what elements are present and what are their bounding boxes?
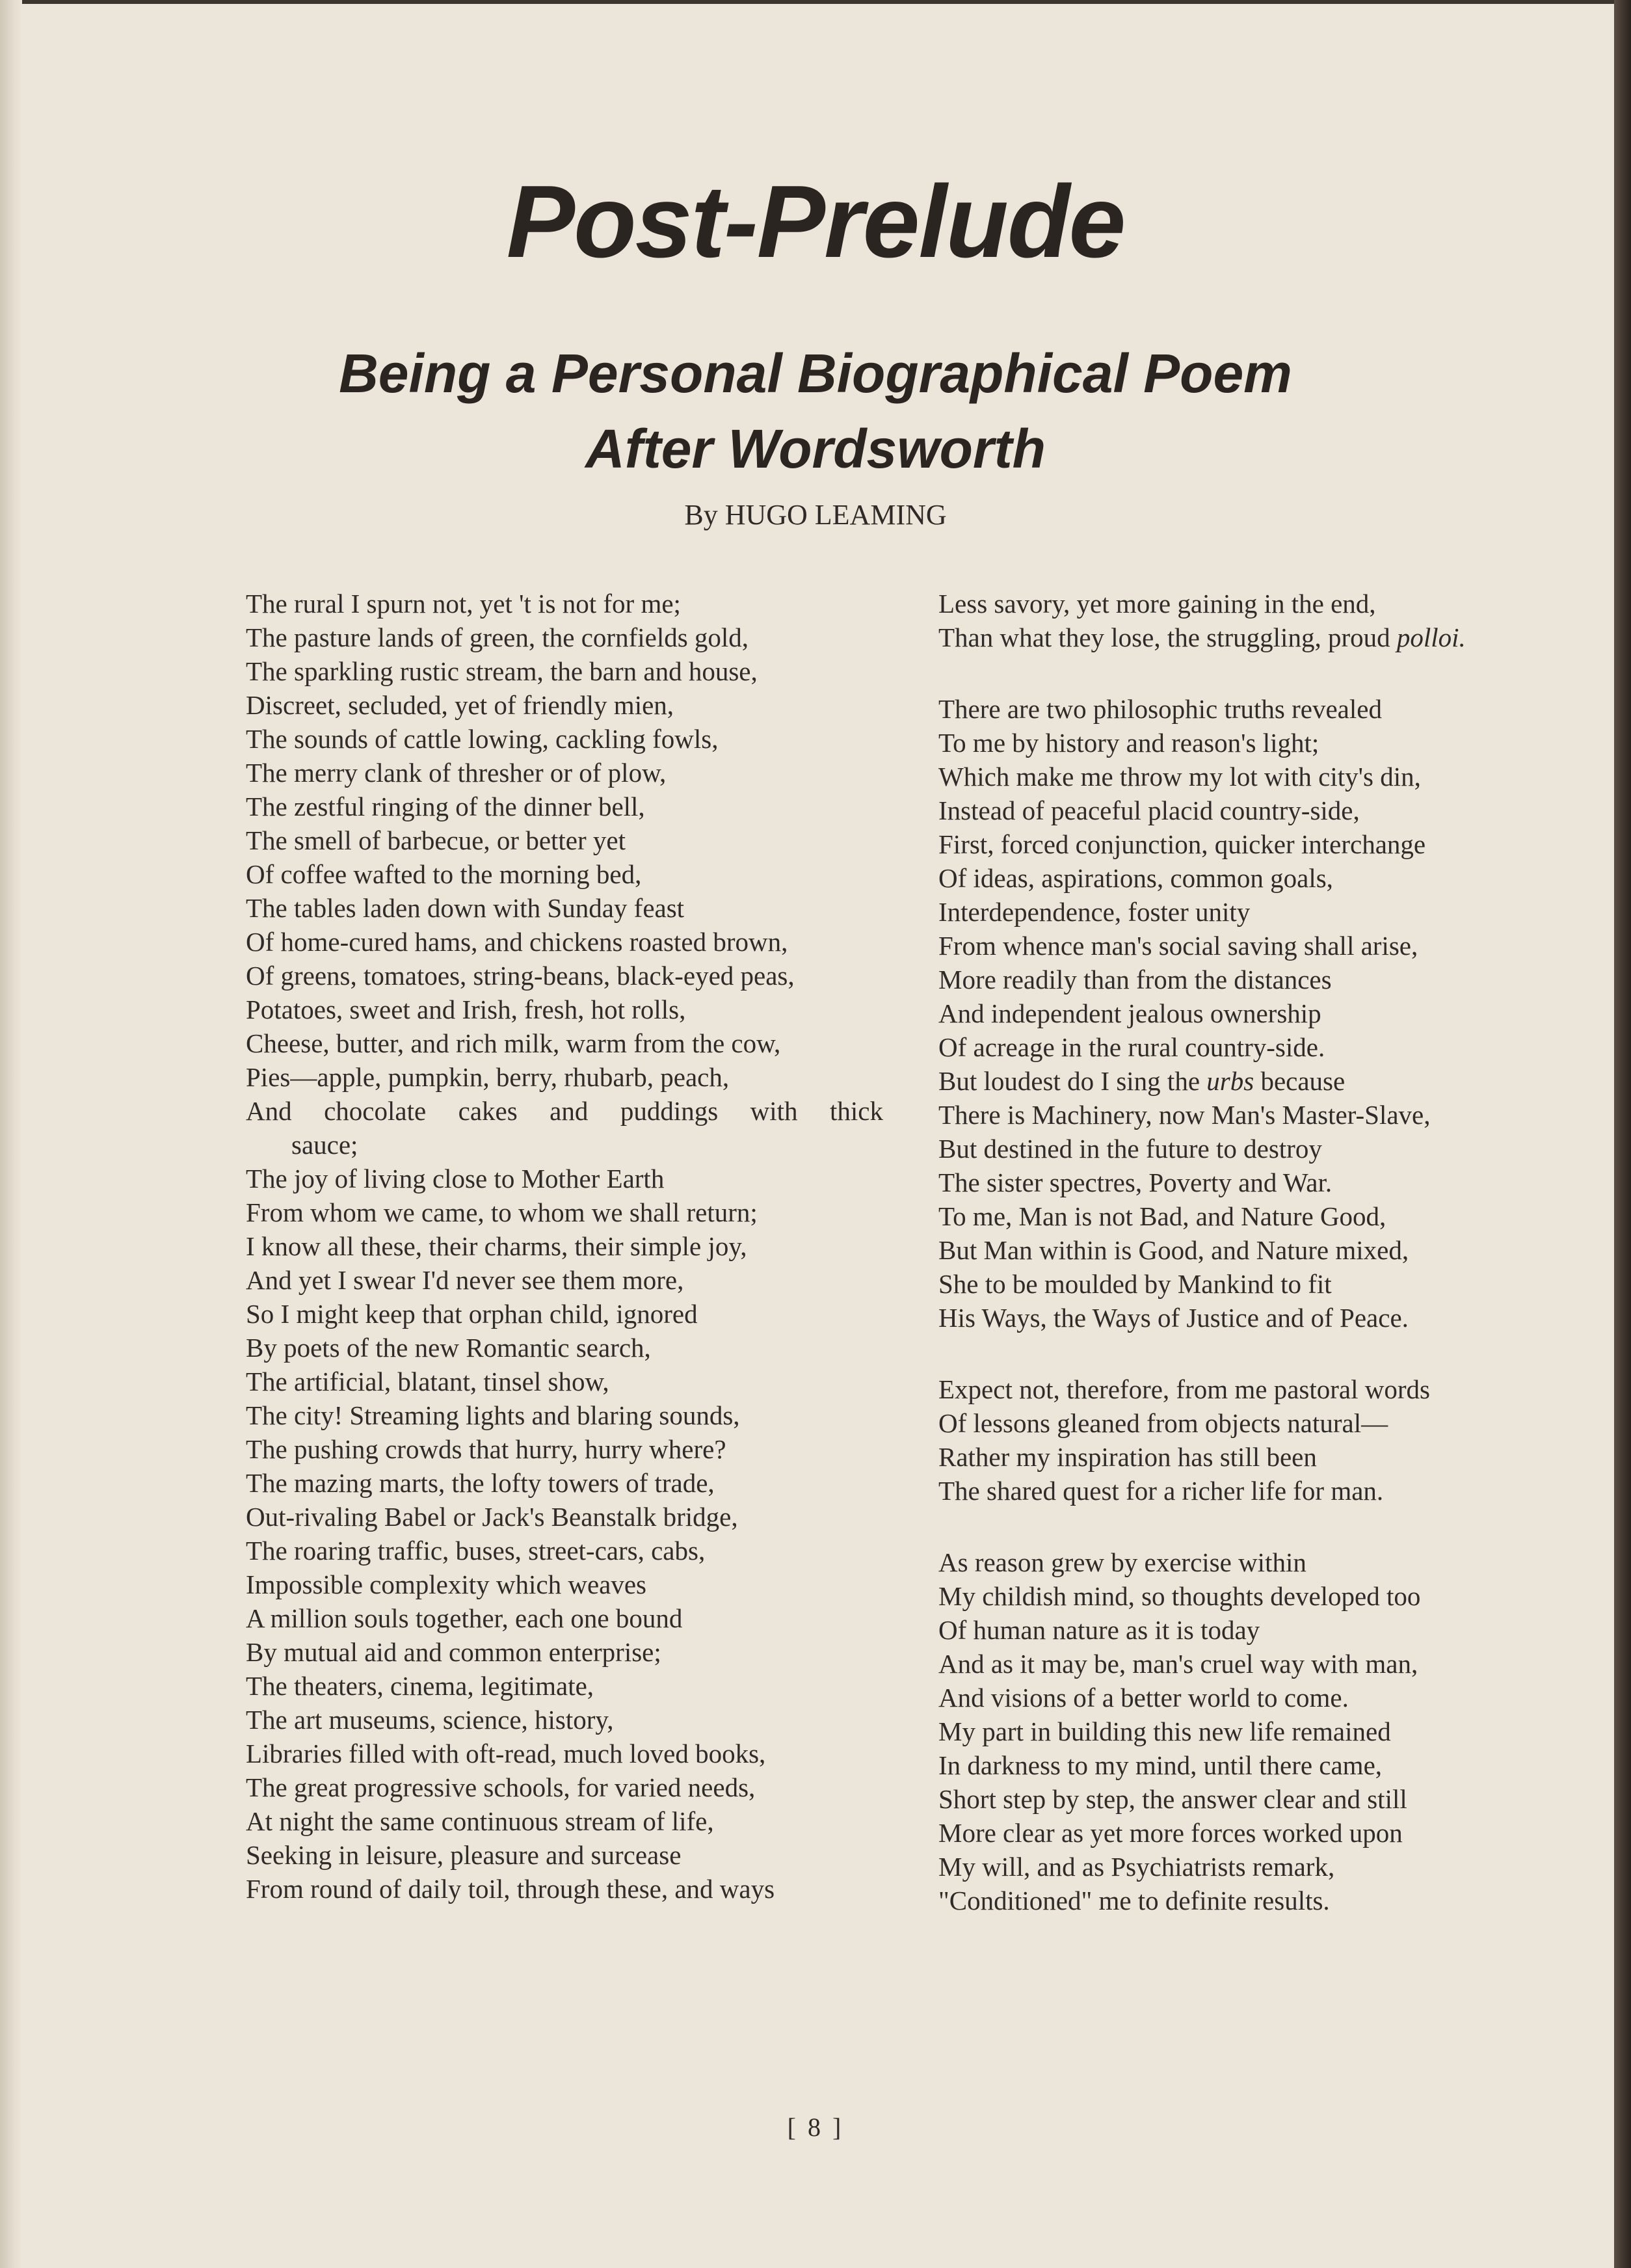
- poem-line: The tables laden down with Sunday feast: [246, 893, 685, 923]
- poem-line: But destined in the future to destroy: [938, 1134, 1322, 1164]
- italic-word-urbs: urbs: [1206, 1066, 1254, 1096]
- poem-line: The art museums, science, history,: [246, 1705, 614, 1735]
- poem-line: The sounds of cattle lowing, cackling fowls,: [246, 724, 719, 754]
- poem-line: The rural I spurn not, yet 't is not for me;: [246, 589, 681, 619]
- poem-line: Expect not, therefore, from me pastoral words: [938, 1374, 1430, 1404]
- poem-line: In darkness to my mind, until there came,: [938, 1750, 1383, 1780]
- poem-line: Pies—apple, pumpkin, berry, rhubarb, peach,: [246, 1062, 730, 1092]
- poem-line: Rather my inspiration has still been: [938, 1442, 1317, 1472]
- poem-line: To me, Man is not Bad, and Nature Good,: [938, 1201, 1386, 1231]
- poem-line: My childish mind, so thoughts developed too: [938, 1581, 1421, 1611]
- poem-line: By poets of the new Romantic search,: [246, 1333, 651, 1363]
- poem-line-continuation: sauce;: [291, 1130, 358, 1160]
- stanza-break: [938, 654, 1602, 692]
- poem-line: The roaring traffic, buses, street-cars, cabs,: [246, 1536, 706, 1566]
- poem-line: And yet I swear I'd never see them more,: [246, 1265, 684, 1295]
- poem-line: His Ways, the Ways of Justice and of Peace.: [938, 1303, 1409, 1333]
- stanza-break: [938, 1335, 1602, 1372]
- poem-line: The artificial, blatant, tinsel show,: [246, 1367, 609, 1396]
- page-number: [ 8 ]: [787, 2113, 844, 2142]
- poem-line: The sparkling rustic stream, the barn and house,: [246, 656, 758, 686]
- poem-line: As reason grew by exercise within: [938, 1547, 1306, 1577]
- poem-line: The zestful ringing of the dinner bell,: [246, 792, 645, 821]
- poem-line: Discreet, secluded, yet of friendly mien,: [246, 690, 674, 720]
- poem-line: The pasture lands of green, the cornfields gold,: [246, 622, 749, 652]
- poem-line: I know all these, their charms, their simple joy,: [246, 1231, 747, 1261]
- poem-line: My will, and as Psychiatrists remark,: [938, 1852, 1335, 1882]
- poem-line: Interdependence, foster unity: [938, 897, 1251, 927]
- poem-line-text: Than what they lose, the struggling, proud: [938, 622, 1390, 652]
- poem-line: [938, 1064, 1602, 1098]
- poem-line: And independent jealous ownership: [938, 998, 1321, 1028]
- poem-line: Libraries filled with oft-read, much loved books,: [246, 1739, 766, 1768]
- byline: By HUGO LEAMING: [684, 499, 947, 531]
- poem-line-text: But loudest do I sing the: [938, 1066, 1200, 1096]
- poem-line: Of acreage in the rural country-side.: [938, 1032, 1325, 1062]
- poem-line: Short step by step, the answer clear and still: [938, 1784, 1407, 1814]
- poem-line: And chocolate cakes and puddings with thick: [246, 1096, 883, 1126]
- poem-line: First, forced conjunction, quicker interchange: [938, 829, 1426, 859]
- page-right-edge: [1614, 0, 1631, 2268]
- poem-line: And visions of a better world to come.: [938, 1683, 1349, 1713]
- poem-line: Cheese, butter, and rich milk, warm from the cow,: [246, 1028, 781, 1058]
- poem-line: [938, 620, 1602, 654]
- poem-line: The merry clank of thresher or of plow,: [246, 758, 667, 788]
- poem-line: Of ideas, aspirations, common goals,: [938, 863, 1333, 893]
- poem-line: Which make me throw my lot with city's din,: [938, 762, 1421, 792]
- poem-line: The shared quest for a richer life for man.: [938, 1476, 1384, 1506]
- stanza-break: [938, 1508, 1602, 1545]
- poem-line: A million souls together, each one bound: [246, 1603, 683, 1633]
- binding-shadow: [0, 0, 22, 2268]
- poem-line: Out-rivaling Babel or Jack's Beanstalk bridge,: [246, 1502, 738, 1532]
- poem-line: The smell of barbecue, or better yet: [246, 825, 626, 855]
- poem-line: Of human nature as it is today: [938, 1615, 1260, 1645]
- poem-line: The city! Streaming lights and blaring sounds,: [246, 1400, 740, 1430]
- italic-word-polloi: polloi.: [1396, 622, 1466, 652]
- article-title: Post-Prelude: [506, 165, 1125, 279]
- poem-line: And as it may be, man's cruel way with man,: [938, 1649, 1418, 1679]
- poem-line: From round of daily toil, through these, and ways: [246, 1874, 775, 1904]
- poem-line: From whom we came, to whom we shall return;: [246, 1197, 758, 1227]
- poem-line: She to be moulded by Mankind to fit: [938, 1269, 1332, 1299]
- poem-line: More clear as yet more forces worked upon: [938, 1818, 1403, 1848]
- poem-line: There is Machinery, now Man's Master-Slave,: [938, 1100, 1431, 1130]
- poem-line: Seeking in leisure, pleasure and surcease: [246, 1840, 682, 1870]
- poem-line: But Man within is Good, and Nature mixed,: [938, 1235, 1409, 1265]
- poem-line: Of greens, tomatoes, string-beans, black-eyed peas,: [246, 961, 795, 991]
- poem-line: My part in building this new life remained: [938, 1716, 1391, 1746]
- poem-line: The joy of living close to Mother Earth: [246, 1164, 665, 1194]
- poem-line: Of coffee wafted to the morning bed,: [246, 859, 642, 889]
- poem-line: The great progressive schools, for varied needs,: [246, 1772, 756, 1802]
- poem-line-text: because: [1260, 1066, 1346, 1096]
- poem-line: By mutual aid and common enterprise;: [246, 1637, 661, 1667]
- article-subtitle-line-1: Being a Personal Biographical Poem: [339, 343, 1292, 404]
- poem-line: "Conditioned" me to definite results.: [938, 1886, 1330, 1915]
- poem-line: Of home-cured hams, and chickens roasted brown,: [246, 927, 788, 957]
- poem-line: Potatoes, sweet and Irish, fresh, hot rolls,: [246, 994, 686, 1024]
- poem-line: Impossible complexity which weaves: [246, 1569, 647, 1599]
- poem-line: The pushing crowds that hurry, hurry where?: [246, 1434, 726, 1464]
- article-subtitle-line-2: After Wordsworth: [585, 418, 1046, 479]
- page-top-edge: [0, 0, 1631, 4]
- poem-line: Instead of peaceful placid country-side,: [938, 795, 1360, 825]
- poem-line: From whence man's social saving shall arise,: [938, 931, 1418, 961]
- poem-line: More readily than from the distances: [938, 965, 1332, 994]
- poem-line: At night the same continuous stream of life,: [246, 1806, 714, 1836]
- poem-line: There are two philosophic truths revealed: [938, 694, 1382, 724]
- poem-line: The mazing marts, the lofty towers of trade,: [246, 1468, 715, 1498]
- poem-left-column: [246, 587, 883, 1906]
- poem-line: The theaters, cinema, legitimate,: [246, 1671, 594, 1701]
- poem-line: Of lessons gleaned from objects natural—: [938, 1408, 1388, 1438]
- poem-line: So I might keep that orphan child, ignored: [246, 1299, 698, 1329]
- poem-right-column: [938, 587, 1602, 1917]
- poem-line: To me by history and reason's light;: [938, 728, 1319, 758]
- poem-line: The sister spectres, Poverty and War.: [938, 1167, 1333, 1197]
- poem-line: Less savory, yet more gaining in the end,: [938, 589, 1376, 619]
